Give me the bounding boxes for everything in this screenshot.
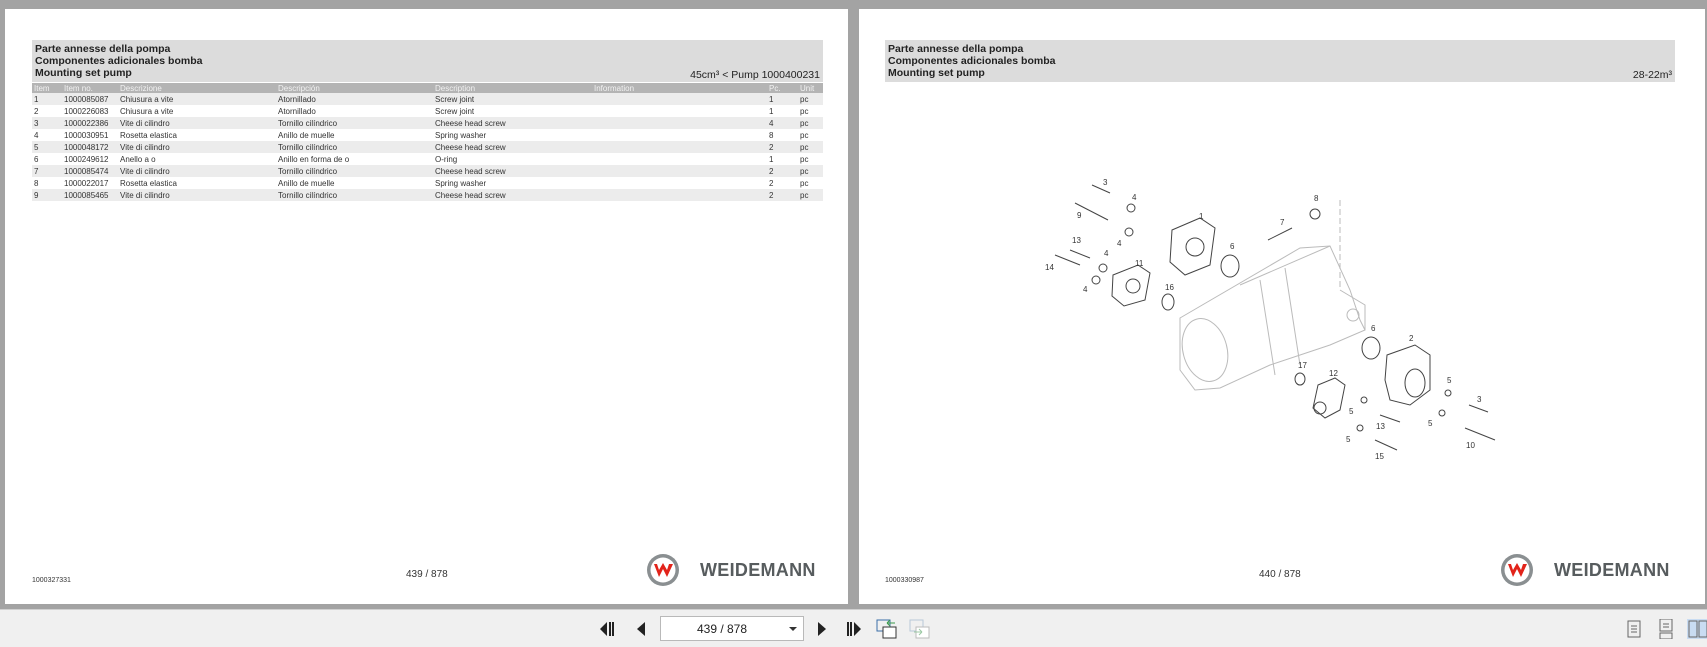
first-page-icon (599, 621, 617, 637)
table-cell: Rosetta elastica (120, 178, 177, 188)
callout-label: 8 (1314, 194, 1319, 203)
table-cell: 1 (32, 93, 62, 105)
callout-label: 14 (1045, 263, 1054, 272)
callout-label: 6 (1371, 324, 1376, 333)
title-english: Mounting set pump (888, 67, 985, 79)
callout-label: 4 (1117, 239, 1122, 248)
table-cell: 1000085474 (62, 165, 118, 177)
table-cell: 1000085087 (62, 93, 118, 105)
viewer-toolbar (0, 609, 1707, 647)
pump-parts (1055, 185, 1495, 450)
callout-label: 4 (1083, 285, 1088, 294)
title-spanish: Componentes adicionales bomba (35, 55, 203, 67)
last-page-button[interactable] (842, 619, 864, 639)
table-cell: pc (798, 93, 823, 105)
table-cell: 2 (34, 106, 39, 116)
callout-label: 16 (1165, 283, 1174, 292)
callout-label: 15 (1375, 452, 1384, 461)
brand-wordmark: WEIDEMANN (1554, 560, 1670, 580)
previous-page-icon (635, 621, 647, 637)
next-page-icon (816, 621, 828, 637)
callout-label: 4 (1132, 193, 1137, 202)
table-cell: Vite di cilindro (118, 189, 276, 201)
page-number: 439 / 878 (406, 569, 448, 580)
table-cell: Tornillo cilíndrico (276, 117, 433, 129)
table-cell: Atornillado (276, 93, 433, 105)
table-cell: 1000022386 (62, 117, 118, 129)
title-italian: Parte annesse della pompa (888, 43, 1024, 55)
title-english: Mounting set pump (35, 67, 132, 79)
pump-body (1175, 200, 1365, 390)
brand-wordmark: WEIDEMANN (700, 560, 816, 580)
callout-label: 5 (1428, 419, 1433, 428)
last-page-icon (844, 621, 862, 637)
callout-label: 13 (1376, 422, 1385, 431)
two-page-icon (1688, 620, 1707, 638)
callout-label: 5 (1447, 376, 1452, 385)
table-cell: pc (798, 165, 823, 177)
table-cell: Atornillado (278, 106, 316, 116)
table-cell: pc (800, 154, 809, 164)
table-cell: pc (800, 130, 809, 140)
document-number: 1000330987 (885, 577, 924, 584)
column-header: Descrizione (118, 83, 276, 93)
table-cell: Rosetta elastica (120, 130, 177, 140)
table-cell: 2 (767, 165, 798, 177)
callout-label: 17 (1298, 361, 1307, 370)
column-header: Descripción (276, 83, 433, 93)
table-cell: Tornillo cilíndrico (276, 165, 433, 177)
go-forward-view-button[interactable] (909, 619, 931, 639)
two-page-view-button[interactable] (1687, 619, 1707, 639)
table-cell: Cheese head screw (433, 189, 592, 201)
table-cell: 1000022017 (64, 178, 109, 188)
table-cell: pc (798, 141, 823, 153)
page-number-value: 439 / 878 (696, 622, 748, 636)
document-number: 1000327331 (32, 577, 71, 584)
table-cell: 1000030951 (64, 130, 109, 140)
table-cell: 1000249612 (64, 154, 109, 164)
go-forward-view-icon (909, 619, 931, 639)
callout-label: 9 (1077, 211, 1082, 220)
title-italian: Parte annesse della pompa (35, 43, 171, 55)
table-cell: 6 (34, 154, 39, 164)
table-cell: Vite di cilindro (118, 141, 276, 153)
table-cell: 8 (34, 178, 39, 188)
variant-label: 45cm³ < Pump 1000400231 (690, 69, 820, 81)
table-cell: 8 (769, 130, 774, 140)
go-back-view-button[interactable] (876, 619, 898, 639)
table-cell: pc (800, 178, 809, 188)
table-cell: Cheese head screw (433, 165, 592, 177)
callout-label: 1 (1199, 212, 1204, 221)
table-cell: Chiusura a vite (120, 106, 174, 116)
table-cell: 1000226083 (64, 106, 109, 116)
callout-label: 3 (1477, 395, 1482, 404)
table-cell: Screw joint (435, 106, 475, 116)
callout-label: 13 (1072, 236, 1081, 245)
callout-label: 5 (1349, 407, 1354, 416)
table-cell: pc (800, 106, 809, 116)
table-cell: Chiusura a vite (118, 93, 276, 105)
column-header: Description (433, 83, 592, 93)
table-cell: Tornillo cilíndrico (276, 141, 433, 153)
table-cell: 2 (767, 141, 798, 153)
column-header: Item (32, 83, 62, 93)
single-page-icon (1627, 620, 1641, 638)
table-cell: 1 (769, 154, 774, 164)
table-cell: 4 (767, 117, 798, 129)
callout-label: 10 (1466, 441, 1475, 450)
table-cell: Anillo de muelle (278, 178, 335, 188)
table-cell: Tornillo cilíndrico (276, 189, 433, 201)
table-cell: Cheese head screw (433, 141, 592, 153)
table-cell: O-ring (435, 154, 458, 164)
table-cell: Cheese head screw (433, 117, 592, 129)
column-header: Unit (798, 83, 823, 93)
table-cell: 1000048172 (62, 141, 118, 153)
table-cell: Spring washer (435, 130, 487, 140)
continuous-view-button[interactable] (1655, 619, 1677, 639)
variant-label: 28-22m³ (1632, 69, 1672, 81)
go-back-view-icon (876, 619, 898, 639)
table-cell: Vite di cilindro (118, 117, 276, 129)
chevron-down-icon[interactable] (789, 627, 797, 631)
title-spanish: Componentes adicionales bomba (888, 55, 1056, 67)
table-cell: 1 (769, 106, 774, 116)
table-cell: 5 (32, 141, 62, 153)
table-cell: 9 (32, 189, 62, 201)
continuous-page-icon (1659, 619, 1673, 639)
table-cell: 7 (32, 165, 62, 177)
table-cell: pc (798, 117, 823, 129)
callout-label: 7 (1280, 218, 1285, 227)
callout-label: 5 (1346, 435, 1351, 444)
callout-label: 3 (1103, 178, 1108, 187)
callout-label: 11 (1135, 259, 1144, 268)
table-cell: Anillo en forma de o (278, 154, 350, 164)
table-cell: 1000085465 (62, 189, 118, 201)
table-cell: 2 (767, 189, 798, 201)
table-cell: pc (798, 189, 823, 201)
callout-label: 4 (1104, 249, 1109, 258)
callout-label: 6 (1230, 242, 1235, 251)
single-page-view-button[interactable] (1623, 619, 1645, 639)
page-number-field[interactable] (660, 616, 804, 641)
table-cell: 3 (32, 117, 62, 129)
callout-label: 2 (1409, 334, 1414, 343)
table-cell: Vite di cilindro (118, 165, 276, 177)
previous-page-button[interactable] (630, 619, 652, 639)
column-header: Pc. (767, 83, 798, 93)
page-number: 440 / 878 (1259, 569, 1301, 580)
first-page-button[interactable] (597, 619, 619, 639)
table-cell: Screw joint (433, 93, 592, 105)
table-cell: Spring washer (435, 178, 487, 188)
column-header: Item no. (62, 83, 118, 93)
table-cell: Anello a o (120, 154, 156, 164)
table-cell: 4 (34, 130, 39, 140)
column-header: Information (592, 83, 767, 93)
callout-label: 12 (1329, 369, 1338, 378)
table-cell: Anillo de muelle (278, 130, 335, 140)
table-cell: 1 (767, 93, 798, 105)
table-cell: 2 (769, 178, 774, 188)
next-page-button[interactable] (811, 619, 833, 639)
